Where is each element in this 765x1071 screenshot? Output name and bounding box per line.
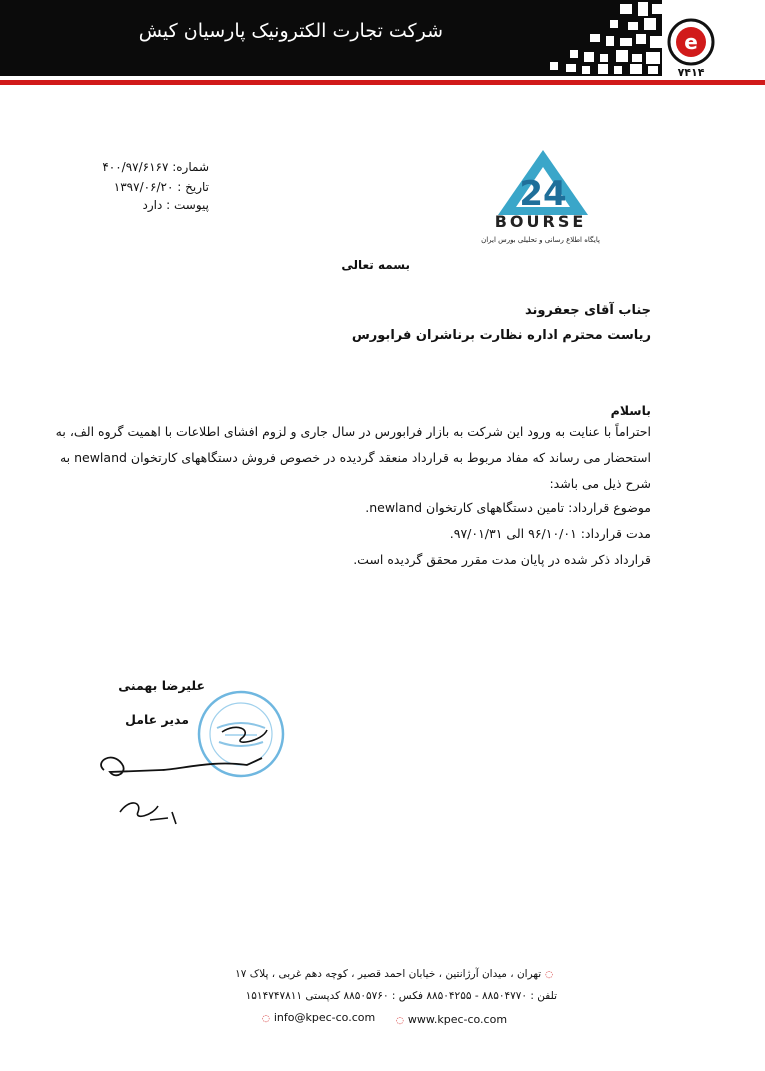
bullet-icon: ◌ <box>262 1014 270 1024</box>
letter-attachment: پیوست : دارد <box>142 198 209 212</box>
mosaic-tile <box>646 52 660 64</box>
mosaic-tile <box>632 54 642 62</box>
mosaic-tile <box>600 54 608 62</box>
letter-date: تاریخ : ۱۳۹۷/۰۶/۲۰ <box>113 180 209 194</box>
body-paragraph-line: شرح ذیل می باشد: <box>549 476 651 491</box>
mosaic-tile <box>620 38 632 46</box>
handwritten-signature-icon <box>92 720 292 840</box>
mosaic-tile <box>590 34 600 42</box>
mosaic-tile <box>652 4 662 14</box>
bourse-logo-subtitle: پایگاه اطلاع رسانی و تحلیلی بورس ایران <box>481 236 600 244</box>
bullet-icon: ◌ <box>545 970 553 980</box>
company-name: شرکت تجارت الکترونیک پارسیان کیش <box>138 20 443 42</box>
body-paragraph-line: احتراماً با عنایت به ورود این شرکت به بازار فرابورس در سال جاری و لزوم افشای اطلاعات با اهمیت گروه الف، به <box>55 424 651 439</box>
mosaic-tile <box>570 50 578 58</box>
mosaic-tile <box>648 66 658 74</box>
mosaic-tile <box>598 64 608 74</box>
mosaic-tile <box>636 34 646 44</box>
footer-phones: تلفن : ۸۸۵۰۴۷۷۰ - ۸۸۵۰۴۲۵۵ فکس : ۸۸۵۰۵۷۶۰ کدپستی ۱۵۱۴۷۴۷۸۱۱ <box>245 990 557 1002</box>
footer-address-text: تهران ، میدان آرژانتین ، خیابان احمد قصیر ، کوچه دهم غربی ، پلاک ۱۷ <box>235 968 542 980</box>
mosaic-tile <box>610 20 618 28</box>
signer-title: مدیر عامل <box>125 712 189 727</box>
closing-sentence: قرارداد ذکر شده در پایان مدت مقرر محقق گردیده است. <box>353 552 651 567</box>
footer-website-text[interactable]: www.kpec-co.com <box>407 1013 508 1026</box>
mosaic-tile <box>550 62 558 70</box>
contract-duration: مدت قرارداد: ۹۶/۱۰/۰۱ الی ۹۷/۰۱/۳۱. <box>449 526 651 541</box>
recipient-name: جناب آقای جعفروند <box>524 303 651 318</box>
bourse-logo-text: BOURSE <box>494 212 587 231</box>
body-paragraph-line: استحضار می رساند که مفاد مربوط به قرارداد منعقد گردیده در خصوص فروش دستگاههای کارتخوان newland به <box>59 450 651 465</box>
contract-subject: موضوع قرارداد: تامین دستگاههای کارتخوان newland. <box>365 500 651 515</box>
svg-text:e: e <box>684 30 698 54</box>
letter-number: شماره: ۴۰۰/۹۷/۶۱۶۷ <box>102 160 209 174</box>
footer-email[interactable] <box>258 1011 375 1024</box>
basmeh-heading: بسمه تعالی <box>341 258 410 272</box>
mosaic-tile <box>638 2 648 16</box>
signer-name: علیرضا بهمنی <box>118 678 205 693</box>
mosaic-tile <box>566 64 576 72</box>
bullet-icon: ◌ <box>396 1016 404 1026</box>
mosaic-tile <box>582 66 590 74</box>
footer-website[interactable] <box>392 1013 507 1026</box>
recipient-title: ریاست محترم اداره نظارت برناشران فرابورس <box>351 328 651 343</box>
greeting: باسلام <box>610 403 651 418</box>
mosaic-tile <box>644 18 656 30</box>
mosaic-tile <box>620 4 632 14</box>
mosaic-tile <box>606 36 614 46</box>
mosaic-tile <box>630 64 642 74</box>
mosaic-tile <box>616 50 628 62</box>
header-mosaic-pattern <box>470 0 665 76</box>
header-red-line <box>0 80 765 85</box>
svg-text:24: 24 <box>519 174 567 214</box>
logo-code: ۷۴۱۴ <box>677 66 705 79</box>
footer-email-text[interactable]: info@kpec-co.com <box>273 1011 376 1024</box>
mosaic-tile <box>628 22 638 30</box>
mosaic-tile <box>614 66 622 74</box>
mosaic-tile <box>584 52 594 62</box>
footer-address <box>235 968 557 980</box>
